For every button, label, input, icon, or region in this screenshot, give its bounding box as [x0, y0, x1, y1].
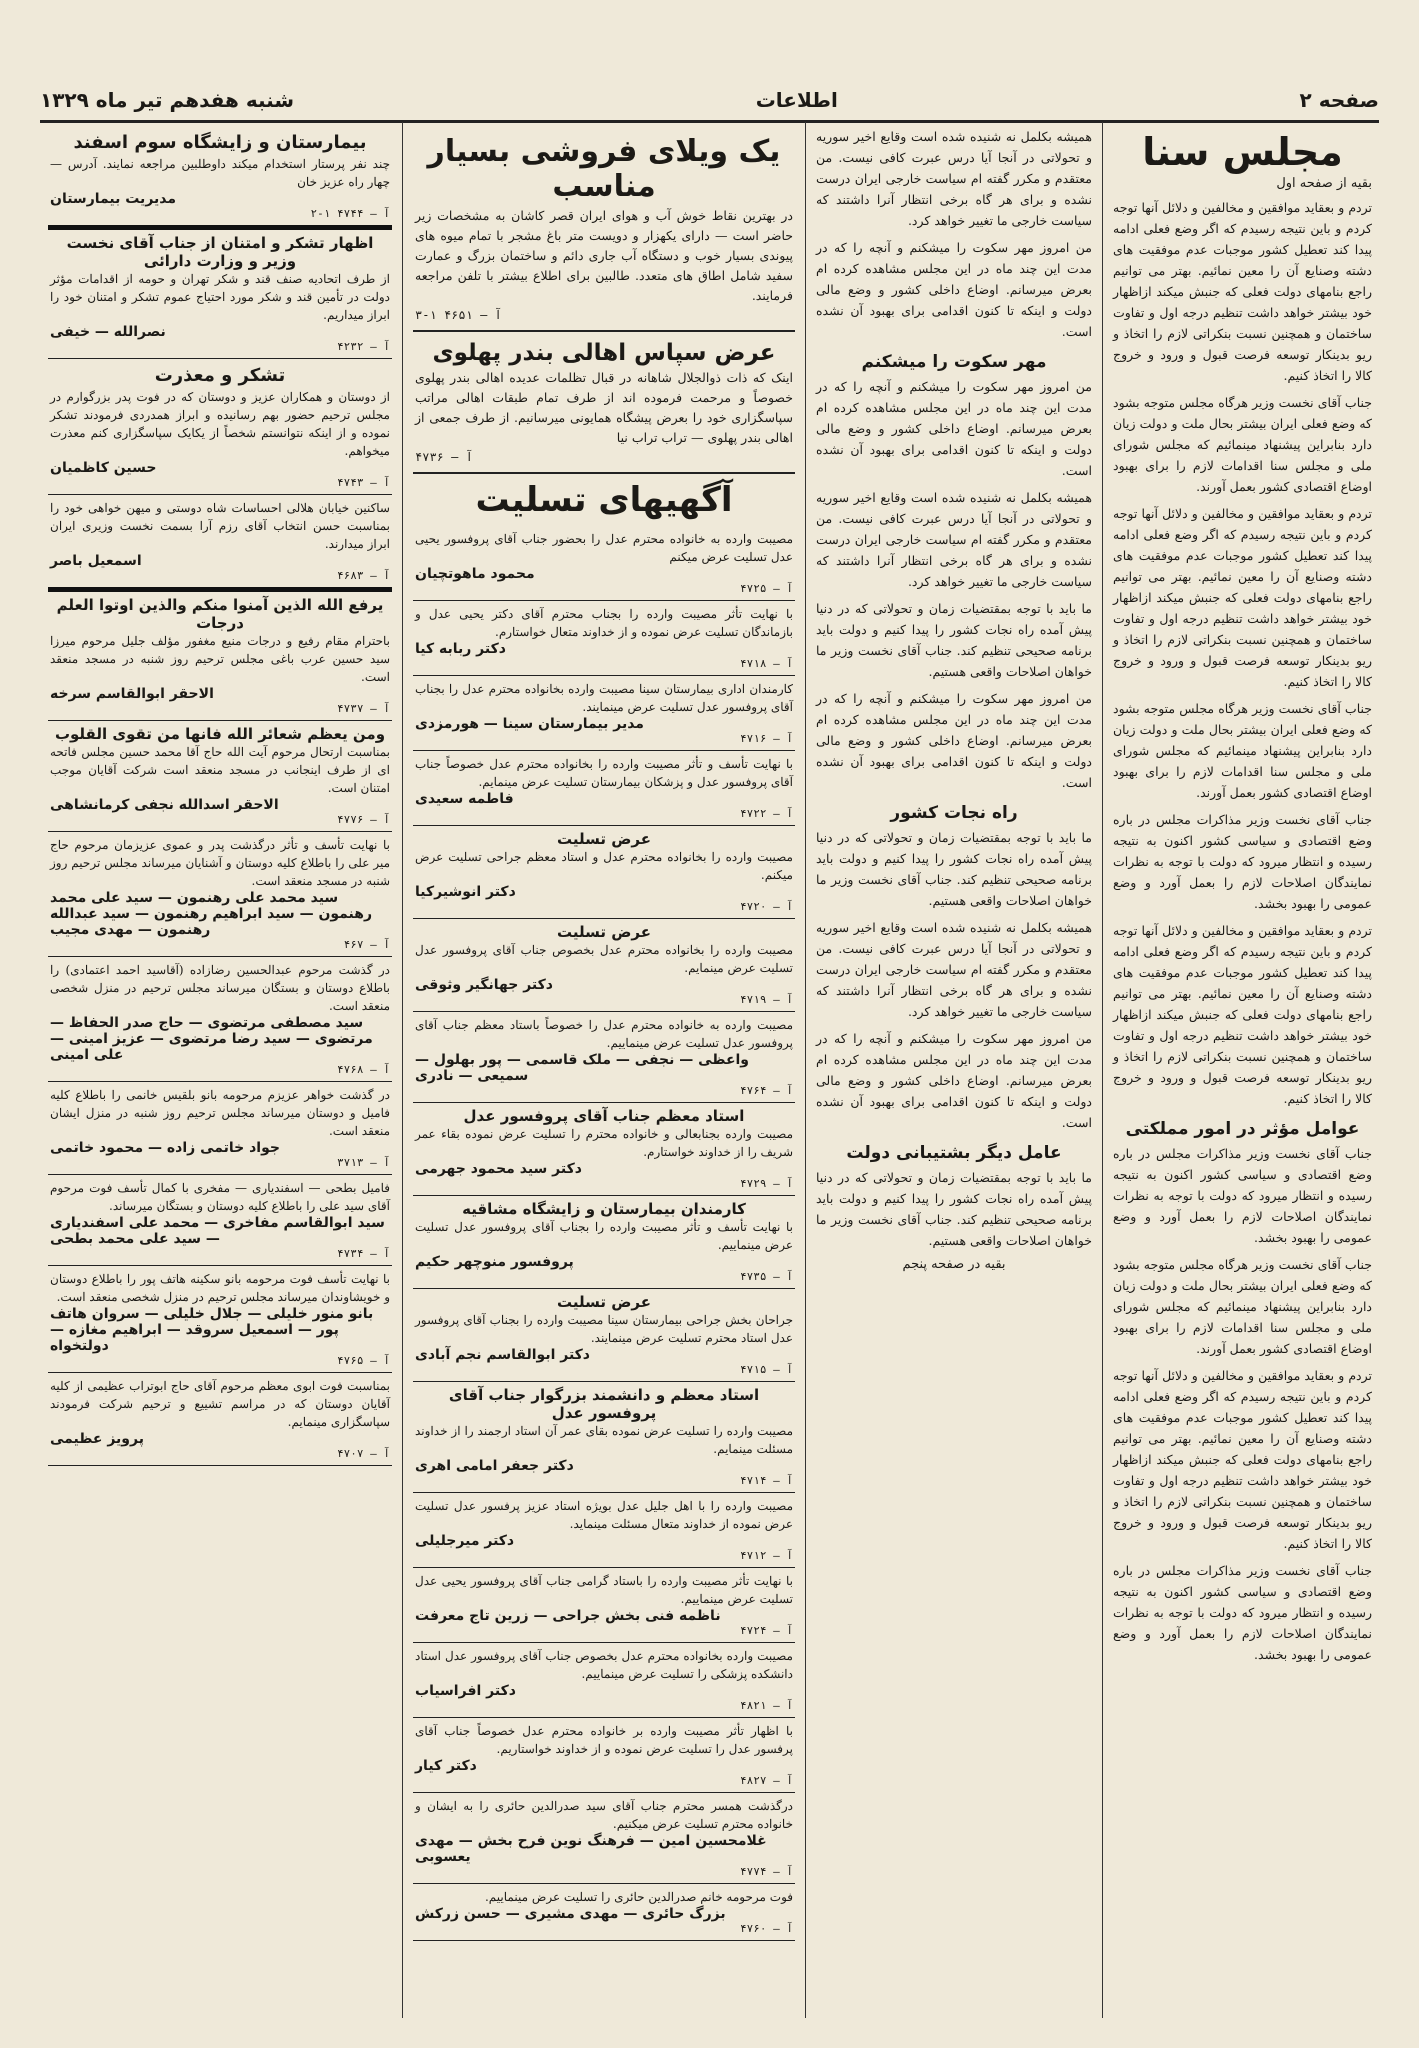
ad-body: از طرف اتحادیه صنف قند و شکر تهران و حومه از اقدامات مؤثر دولت در تأمین قند و شکر مورد احتیاج عموم تشکر و امتنان خود را ابراز میداریم.: [50, 272, 390, 322]
ad-body: در گذشت مرحوم عبدالحسین رضازاده (آقاسید احمد اعتمادی) را باطلاع دوستان و بستگان میرساند مجلس ترحیم در منزل شخصی منعقد است.: [50, 963, 390, 1013]
article-paragraph: جناب آقای نخست وزیر مذاکرات مجلس در باره وضع اقتصادی و سیاسی کشور اکنون به نتیجه رسیده و انتظار میرود که دولت با توجه به نظرات نمایندگان اصلاحات لازم را بعمل آورد و وضع عمومی را بهبود بخشد.: [1113, 1563, 1372, 1662]
ad-code: آ — ۴۶۷: [343, 938, 390, 951]
condolence-notice: [413, 1884, 795, 1941]
ad-signature: الاحقر ابوالقاسم سرخه: [50, 686, 214, 702]
notice-signature: مدیر بیمارستان سینا — هورمزدی: [415, 716, 644, 732]
notice-body: فوت مرحومه خانم صدرالدین حائری را تسلیت عرض مینماییم.: [484, 1890, 793, 1904]
notice-code: آ — ۴۷۲۴: [740, 1624, 793, 1637]
article-paragraph: ما باید با توجه بمقتضیات زمان و تحولاتی که در دنیا پیش آمده راه نجات کشور را پیدا کنیم و دولت باید برنامه صحیحی تنظیم کند. جناب آقای نخست وزیر ما خواهان اصلاحات واقعی هستیم.: [816, 830, 1092, 908]
ad-body: باحترام مقام رفیع و درجات منیع مغفور مؤلف جلیل مرحوم میرزا سید حسین عرب باغی مجلس ترحیم روز شنبه در مسجد منعقد است.: [50, 634, 390, 684]
ad-signature: حسین کاظمیان: [50, 460, 157, 476]
condolence-notice: [413, 1793, 795, 1884]
ad-code: آ — ۴۲۳۲: [337, 340, 390, 353]
ad-body: فامیل بطحی — اسفندیاری — مفخری با کمال تأسف فوت مرحوم آقای سید علی را باطلاع کلیه دوستان و بستگان میرساند.: [50, 1181, 390, 1213]
ad-code: آ — ۴۶۵۱ ۱-۳: [415, 308, 502, 322]
notice-signature: دکتر افراسیاب: [415, 1683, 516, 1699]
ad-villa: [413, 126, 795, 332]
article-paragraph: ما باید با توجه بمقتضیات زمان و تحولاتی که در دنیا پیش آمده راه نجات کشور را پیدا کنیم و دولت باید برنامه صحیحی تنظیم کند. جناب آقای نخست وزیر ما خواهان اصلاحات واقعی هستیم.: [816, 1170, 1092, 1248]
column-classifieds: [40, 122, 400, 2018]
condolence-notice: [413, 601, 795, 676]
condolence-notice: [413, 1643, 795, 1718]
notice-body: با نهایت تأثر مصیبت وارده را باستاد گرامی جناب آقای پروفسور یحیی عدل تسلیت عرض مینماییم.: [415, 1574, 793, 1606]
ad-code: آ — ۴۷۶۵: [337, 1354, 390, 1367]
notice-body: کارمندان اداری بیمارستان سینا مصیبت وارده بخانواده محترم عدل را بجناب آقای پروفسور عدل تسلیت عرض مینمایند.: [415, 682, 793, 714]
article-paragraph: جناب آقای نخست وزیر هرگاه مجلس متوجه بشود که وضع فعلی ایران بیشتر بحال ملت و دولت زیان دارد بنابراین پیشنهاد مینمائیم که مجلس شورای ملی و مجلس سنا اقدامات لازم را برای بهبود اوضاع اقتصادی کشور بعمل آورند.: [1113, 395, 1372, 494]
paper-name: اطلاعات: [755, 88, 838, 112]
notice-body: جراحان بخش جراحی بیمارستان سینا مصیبت وارده را بجناب آقای پروفسور عدل استاد محترم تسلیت عرض مینمایند.: [415, 1313, 793, 1345]
notice-code: آ — ۴۷۱۵: [740, 1363, 793, 1376]
article-paragraph: جناب آقای نخست وزیر هرگاه مجلس متوجه بشود که وضع فعلی ایران بیشتر بحال ملت و دولت زیان دارد بنابراین پیشنهاد مینمائیم که مجلس شورای ملی و مجلس سنا اقدامات لازم را برای بهبود اوضاع اقتصادی کشور بعمل آورند.: [1113, 1257, 1372, 1356]
section-heading: عوامل مؤثر در امور مملکتی: [1125, 1119, 1360, 1139]
ad-code: آ — ۴۷۶۸: [337, 1063, 390, 1076]
notice-code: آ — ۴۷۶۴: [740, 1084, 793, 1097]
article-paragraph: همیشه بکلمل نه شنیده شده است وقایع اخیر سوریه و تحولاتی در آنجا آیا درس عبرت کافی نیست. من معتقدم و مکرر گفته ام سیاست خارجی ایران درست نشده و برای هر گاه برخی انتظار آنرا داشتند که سیاست خارجی ما تغییر خواهد کرد.: [816, 920, 1092, 1019]
ad-signature: جواد خاتمی زاده — محمود خاتمی: [50, 1140, 280, 1156]
headline-senate: مجلس سنا: [1142, 130, 1343, 174]
notice-body: درگذشت همسر محترم جناب آقای سید صدرالدین حائری را به ایشان و خانواده محترم تسلیت عرض میکنیم.: [415, 1799, 793, 1831]
condolence-notice: [413, 1568, 795, 1643]
condolence-notice: [413, 826, 795, 919]
ad-title: بیمارستان و زایشگاه سوم اسفند: [73, 132, 367, 153]
article-paragraph: ما باید با توجه بمقتضیات زمان و تحولاتی که در دنیا پیش آمده راه نجات کشور را پیدا کنیم و دولت باید برنامه صحیحی تنظیم کند. جناب آقای نخست وزیر ما خواهان اصلاحات واقعی هستیم.: [816, 601, 1092, 679]
ad-memorial: [48, 592, 392, 721]
condolence-notice: [413, 751, 795, 826]
column-condolences: [405, 122, 803, 2018]
ad-title: یرفع الله الذین آمنوا منکم والذین اوتوا العلم درجات: [56, 596, 384, 632]
ad-body: از دوستان و همکاران عزیز و دوستان که در فوت پدر بزرگوارم در مجلس ترحیم حضور بهم رسانیده و ابراز همدردی فرمودند تشکر نموده و از اینکه نتوانستم شخصاً از یکایک سپاسگزاری کنم معذرت میخواهم.: [50, 390, 390, 458]
ad-thanks: [48, 1373, 392, 1466]
notice-body: با نهایت تأسف و تأثر مصیبت وارده را بخانواده محترم عدل خصوصاً جناب آقای پروفسور عدل و پزشکان بیمارستان تسلیت عرض مینمایم.: [415, 757, 793, 789]
section-heading: راه نجات کشور: [890, 803, 1018, 823]
notice-title: استاد معظم و دانشمند بزرگوار جناب آقای پروفسور عدل: [448, 1386, 760, 1422]
condolence-notice: [413, 1493, 795, 1568]
ad-body: در گذشت خواهر عزیزم مرحومه بانو بلقیس خانمی را باطلاع کلیه فامیل و دوستان میرساند مجلس ترحیم روز شنبه در منزل ایشان منعقد است.: [50, 1088, 390, 1138]
condolence-notice: [413, 1196, 795, 1289]
column-rule: [1102, 122, 1103, 2018]
ad-code: آ — ۴۶۸۳: [337, 569, 390, 582]
column-rule: [805, 122, 806, 2018]
notice-signature: دکتر میرجلیلی: [415, 1533, 515, 1549]
ad-signature: پرویز عظیمی: [50, 1431, 144, 1447]
continued-note: بقیه در صفحه پنجم: [902, 1257, 1006, 1272]
ad-memorial: [48, 721, 392, 832]
condolence-notice: [413, 1718, 795, 1793]
condolence-section-title: آگهیهای تسلیت: [475, 480, 733, 520]
ad-body: ساکنین خیابان هلالی احساسات شاه دوستی و میهن خواهی خود را بمناسبت حسن انتخاب آقای رزم آرا بسمت نخست وزیری ایران ابراز میدارند.: [50, 501, 390, 551]
notice-code: آ — ۴۷۲۵: [740, 582, 793, 595]
issue-date: شنبه هفدهم تیر ماه ۱۳۲۹: [40, 88, 294, 112]
notice-title: عرض تسلیت: [557, 923, 651, 941]
ad-title: اظهار تشکر و امتنان از جناب آقای نخست وزیر و وزارت دارائی: [66, 234, 374, 270]
ad-signature: الاحقر اسدالله نجفی کرمانشاهی: [50, 797, 279, 813]
ad-body: در بهترین نقاط خوش آب و هوای ایران قصر کاشان به مشخصات زیر حاضر است — دارای یکهزار و دویست متر باغ مشجر با تمام میوه های پیوندی بسیار خوب و دستگاه آب جاری دائم و ساختمان بزرگ و عمارت سفید شامل اطاق های متعدد. طالبین برای اطلاع بیشتر با تلفن مراجعه فرمایند.: [415, 208, 793, 303]
ad-signature: مدیریت بیمارستان: [50, 191, 177, 207]
notice-title: عرض تسلیت: [557, 830, 651, 848]
ad-title: عرض سپاس اهالی بندر پهلوی: [432, 340, 776, 366]
notice-body: مصیبت وارده بجنابعالی و خانواده محترم را تسلیت عرض نموده بقاء عمر شریف را از خداوند خواستارم.: [415, 1127, 793, 1159]
ad-body: با نهایت تأسف و تأثر درگذشت پدر و عموی عزیزمان مرحوم حاج میر علی را باطلاع کلیه دوستان و آشنایان میرساند مجلس ترحیم روز شنبه در مسجد منعقد است.: [50, 838, 390, 888]
notice-code: آ — ۴۷۲۰: [740, 900, 793, 913]
notice-signature: دکتر انوشیرکیا: [415, 884, 516, 900]
notice-body: با نهایت تأسف و تأثر مصیبت وارده را بجناب آقای پروفسور عدل تسلیت عرض مینماییم.: [415, 1220, 793, 1252]
article-paragraph: جناب آقای نخست وزیر مذاکرات مجلس در باره وضع اقتصادی و سیاسی کشور اکنون به نتیجه رسیده و انتظار میرود که دولت با توجه به نظرات نمایندگان اصلاحات لازم را بعمل آورد و وضع عمومی را بهبود بخشد.: [1113, 1146, 1372, 1245]
article-paragraph: جناب آقای نخست وزیر مذاکرات مجلس در باره وضع اقتصادی و سیاسی کشور اکنون به نتیجه رسیده و انتظار میرود که دولت با توجه به نظرات نمایندگان اصلاحات لازم را بعمل آورد و وضع عمومی را بهبود بخشد.: [1113, 812, 1372, 911]
ad-code: آ — ۴۷۳۴: [337, 1247, 390, 1260]
notice-signature: دکتر جهانگیر وثوقی: [415, 977, 553, 993]
notice-body: مصیبت وارده را تسلیت عرض نموده بقای عمر آن استاد ارجمند را از خداوند مسئلت مینمایم.: [415, 1424, 793, 1456]
notice-signature: فاطمه سعیدی: [415, 791, 514, 807]
ad-code: آ — ۴۷۳۶: [415, 450, 473, 464]
ad-signature: بانو منور خلیلی — جلال خلیلی — سروان هاتف پور — اسمعیل سروقد — ابراهیم مغازه — دولتخواه: [50, 1306, 374, 1354]
column-speech: [808, 122, 1100, 2018]
article-paragraph: من امروز مهر سکوت را میشکنم و آنچه را که در مدت این چند ماه در این مجلس مشاهده کرده ام بعرض میرسانم. اوضاع داخلی کشور و وضع مالی دولت و اینکه تا کنون اقدامی برای بهبود آن نشده است.: [816, 240, 1092, 339]
ad-thanks-pm: [48, 230, 392, 359]
notice-code: آ — ۴۷۷۴: [740, 1865, 793, 1878]
article-paragraph: تردم و بعقاید موافقین و مخالفین و دلائل آنها توجه کردم و باین نتیجه رسیدم که اگر وضع فعلی ادامه پیدا کند تعطیل کشور موجبات عدم موفقیت های دشته وصنایع آن را معین نمائیم. بهتر می توانیم راجع بنامهای دولت فعلی که جنبش میکند ازاظهار خود بیشتر خواهد داشت تنظیم درجه اول و تفاوت ساختمان و همچنین نسبت بنکراتی لازم را اتخاذ و ریو بدینکار توسعه فرصت قبول و ورود و خروج کالا را اتخاذ کنیم.: [1113, 1368, 1372, 1551]
ad-code: آ — ۴۷۳۷: [337, 702, 390, 715]
notice-signature: دکتر کیار: [415, 1758, 477, 1774]
ad-signature: سید محمد علی رهنمون — سید علی محمد رهنمون — سید ابراهیم رهنمون — سید عبدالله رهنمون — مهدی مجیب: [50, 890, 373, 938]
ad-memorial: [48, 832, 392, 957]
ad-code: آ — ۴۷۴۳: [337, 476, 390, 489]
ad-body: بمناسبت ارتحال مرحوم آیت الله حاج آقا محمد حسین مجلس فاتحه ای از طرف اینجانب در مسجد منعقد است شرکت آقایان موجب امتنان است.: [50, 745, 390, 795]
notice-code: آ — ۴۷۲۹: [740, 1177, 793, 1190]
notice-body: مصیبت وارده به خانواده محترم عدل را خصوصاً باستاد معظم جناب آقای پروفسور عدل تسلیت عرض مینماییم.: [415, 1018, 793, 1050]
notice-signature: دکتر ربابه کیا: [415, 641, 506, 657]
ad-signature: اسمعیل باصر: [50, 553, 142, 569]
ad-memorial: [48, 1082, 392, 1175]
article-paragraph: تردم و بعقاید موافقین و مخالفین و دلائل آنها توجه کردم و باین نتیجه رسیدم که اگر وضع فعلی ادامه پیدا کند تعطیل کشور موجبات عدم موفقیت های دشته وصنایع آن را معین نمائیم. بهتر می توانیم راجع بنامهای دولت فعلی که جنبش میکند ازاظهار خود بیشتر خواهد داشت تنظیم درجه اول و تفاوت ساختمان و همچنین نسبت بنکراتی لازم را اتخاذ و ریو بدینکار توسعه فرصت قبول و ورود و خروج کالا را اتخاذ کنیم.: [1113, 923, 1372, 1106]
notice-signature: محمود ماهوتچیان: [415, 566, 535, 582]
notice-signature: دکتر جعفر امامی اهری: [415, 1458, 574, 1474]
notice-code: آ — ۴۷۶۰: [740, 1922, 793, 1935]
ad-signature: نصرالله — خیفی: [50, 324, 166, 340]
article-paragraph: من امروز مهر سکوت را میشکنم و آنچه را که در مدت این چند ماه در این مجلس مشاهده کرده ام بعرض میرسانم. اوضاع داخلی کشور و وضع مالی دولت و اینکه تا کنون اقدامی برای بهبود آن نشده است.: [816, 1031, 1092, 1130]
notice-body: مصیبت وارده را بخانواده محترم عدل و استاد معظم جراحی تسلیت عرض میکنم.: [415, 850, 793, 882]
article-paragraph: من امروز مهر سکوت را میشکنم و آنچه را که در مدت این چند ماه در این مجلس مشاهده کرده ام بعرض میرسانم. اوضاع داخلی کشور و وضع مالی دولت و اینکه تا کنون اقدامی برای بهبود آن نشده است.: [816, 691, 1092, 790]
notice-code: آ — ۴۷۱۴: [740, 1474, 793, 1487]
notice-title: کارمندان بیمارستان و زایشگاه مشاقیه: [462, 1200, 746, 1218]
notice-signature: بزرگ حائری — مهدی مشیری — حسن زرکش: [415, 1906, 726, 1922]
ad-body: چند نفر پرستار استخدام میکند داوطلبین مراجعه نمایند. آدرس — چهار راه عزیز خان: [50, 157, 390, 189]
ad-code: آ — ۳۷۱۳: [337, 1156, 390, 1169]
notice-code: آ — ۴۷۱۲: [740, 1549, 793, 1562]
notice-body: مصیبت وارده بخانواده محترم عدل بخصوص جناب آقای پروفسور عدل استاد دانشکده پزشکی را تسلیت عرض مینماییم.: [415, 1649, 793, 1681]
notice-signature: واعظی — نجفی — ملک قاسمی — پور بهلول — سمیعی — نادری: [415, 1052, 750, 1084]
article-paragraph: همیشه بکلمل نه شنیده شده است وقایع اخیر سوریه و تحولاتی در آنجا آیا درس عبرت کافی نیست. من معتقدم و مکرر گفته ام سیاست خارجی ایران درست نشده و برای هر گاه برخی انتظار آنرا داشتند که سیاست خارجی ما تغییر خواهد کرد.: [816, 129, 1092, 228]
ad-code: آ — ۴۷۰۷: [337, 1447, 390, 1460]
ad-title: یک ویلای فروشی بسیار مناسب: [427, 134, 781, 204]
section-heading: عامل دیگر بشتیبانی دولت: [846, 1143, 1062, 1163]
notice-signature: دکتر ابوالقاسم نجم آبادی: [415, 1347, 590, 1363]
notice-body: با اظهار تأثر مصیبت وارده بر خانواده محترم عدل خصوصاً جناب آقای پرفسور عدل را تسلیت عرض نموده و از خداوند خواستاریم.: [415, 1724, 793, 1756]
article-paragraph: همیشه بکلمل نه شنیده شده است وقایع اخیر سوریه و تحولاتی در آنجا آیا درس عبرت کافی نیست. من معتقدم و مکرر گفته ام سیاست خارجی ایران درست نشده و برای هر گاه برخی انتظار آنرا داشتند که سیاست خارجی ما تغییر خواهد کرد.: [816, 490, 1092, 589]
notice-code: آ — ۴۸۲۷: [740, 1774, 793, 1787]
notice-code: آ — ۴۸۲۱: [740, 1699, 793, 1712]
notice-signature: غلامحسین امین — فرهنگ نوین فرح بخش — مهدی یعسوبی: [415, 1833, 767, 1865]
ad-memorial: [48, 1175, 392, 1266]
ad-signature: سید ابوالقاسم مفاخری — محمد علی اسفندیاری — سید علی محمد بطحی: [50, 1215, 385, 1247]
condolence-notice: [413, 1012, 795, 1103]
notice-code: آ — ۴۷۱۹: [740, 993, 793, 1006]
condolence-notice: [413, 1289, 795, 1382]
ad-code: آ — ۴۷۴۴ ۱-۲: [310, 207, 390, 220]
article-paragraph: من امروز مهر سکوت را میشکنم و آنچه را که در مدت این چند ماه در این مجلس مشاهده کرده ام بعرض میرسانم. اوضاع داخلی کشور و وضع مالی دولت و اینکه تا کنون اقدامی برای بهبود آن نشده است.: [816, 379, 1092, 478]
notice-body: مصیبت وارده به خانواده محترم عدل را بحضور جناب آقای پروفسور یحیی عدل تسلیت عرض میکنم: [415, 532, 793, 564]
ad-title: تشکر و معذرت: [154, 365, 286, 386]
ad-hospital: [48, 126, 392, 230]
notice-code: آ — ۴۷۱۸: [740, 657, 793, 670]
article-paragraph: تردم و بعقاید موافقین و مخالفین و دلائل آنها توجه کردم و باین نتیجه رسیدم که اگر وضع فعلی ادامه پیدا کند تعطیل کشور موجبات عدم موفقیت های دشته وصنایع آن را معین نمائیم. بهتر می توانیم راجع بنامهای دولت فعلی که جنبش میکند ازاظهار خود بیشتر خواهد داشت تنظیم درجه اول و تفاوت ساختمان و همچنین نسبت بنکراتی لازم را اتخاذ و ریو بدینکار توسعه فرصت قبول و ورود و خروج کالا را اتخاذ کنیم.: [1113, 506, 1372, 689]
notice-body: مصیبت وارده را بخانواده محترم عدل بخصوص جناب آقای پروفسور عدل تسلیت عرض مینمایم.: [415, 943, 793, 975]
ad-memorial: [48, 1266, 392, 1373]
page-number: صفحه ۲: [1299, 88, 1379, 112]
ad-code: آ — ۴۷۷۶: [337, 813, 390, 826]
section-heading: مهر سکوت را میشکنم: [861, 352, 1047, 372]
notice-title: عرض تسلیت: [557, 1293, 651, 1311]
notice-code: آ — ۴۷۲۲: [740, 807, 793, 820]
continued-note: بقیه از صفحه اول: [1276, 176, 1372, 191]
masthead: [40, 80, 1379, 123]
ad-body: اینک که ذات ذوالجلال شاهانه در قبال تظلمات عدیده اهالی بندر پهلوی خصوصاً و مرحمت فرموده اند از طرف تمام طبقات اهالی مراتب سپاسگزاری خود را بعرض پیشگاه همایونی میرسانیم. از طرف جمعی از اهالی بندر پهلوی — تراب تراب نیا: [415, 370, 793, 445]
ad-signature: سید مصطفی مرتضوی — حاج صدر الحفاظ — مرتضوی — سید رضا مرتضوی — عزیز امینی — علی امینی: [50, 1015, 373, 1063]
notice-signature: دکتر سید محمود جهرمی: [415, 1161, 582, 1177]
article-paragraph: تردم و بعقاید موافقین و مخالفین و دلائل آنها توجه کردم و باین نتیجه رسیدم که اگر وضع فعلی ادامه پیدا کند تعطیل کشور موجبات عدم موفقیت های دشته وصنایع آن را معین نمائیم. بهتر می توانیم راجع بنامهای دولت فعلی که جنبش میکند ازاظهار خود بیشتر خواهد داشت تنظیم درجه اول و تفاوت ساختمان و همچنین نسبت بنکراتی لازم را اتخاذ و ریو بدینکار توسعه فرصت قبول و ورود و خروج کالا را اتخاذ کنیم.: [1113, 200, 1372, 383]
column-senate: [1105, 122, 1380, 2018]
ad-residents: [48, 495, 392, 592]
condolence-notice: [413, 1103, 795, 1196]
article-paragraph: جناب آقای نخست وزیر هرگاه مجلس متوجه بشود که وضع فعلی ایران بیشتر بحال ملت و دولت زیان دارد بنابراین پیشنهاد مینمائیم که مجلس شورای ملی و مجلس سنا اقدامات لازم را برای بهبود اوضاع اقتصادی کشور بعمل آورند.: [1113, 701, 1372, 800]
notice-code: آ — ۴۷۳۵: [740, 1270, 793, 1283]
notice-signature: ناظمه فنی بخش جراحی — زرین تاج معرفت: [415, 1608, 721, 1624]
ad-body: بمناسبت فوت ابوی معظم مرحوم آقای حاج ابوتراب عظیمی از کلیه آقایان دوستان که در مراسم تشییع و ترحیم شرکت فرمودند سپاسگزاری مینمایم.: [50, 1379, 390, 1429]
notice-body: مصیبت وارده را با اهل جلیل عدل بویژه استاد عزیز پرفسور عدل تسلیت عرض نموده از خداوند متعال مسئلت مینماید.: [415, 1499, 793, 1531]
notice-title: استاد معظم جناب آقای پروفسور عدل: [463, 1107, 745, 1125]
ad-body: با نهایت تأسف فوت مرحومه بانو سکینه هاتف پور را باطلاع دوستان و خویشاوندان میرساند مجلس ترحیم در منزل شخصی منعقد است.: [50, 1272, 390, 1304]
column-rule: [402, 122, 403, 2018]
condolence-notice: [413, 676, 795, 751]
condolence-notice: [413, 526, 795, 601]
notice-code: آ — ۴۷۱۶: [740, 732, 793, 745]
ad-memorial: [48, 957, 392, 1082]
notice-signature: پروفسور منوچهر حکیم: [415, 1254, 574, 1270]
notice-body: با نهایت تأثر مصیبت وارده را بجناب محترم آقای دکتر یحیی عدل و بازماندگان تسلیت عرض نموده و از خداوند متعال خواستارم.: [415, 607, 793, 639]
condolence-notice: [413, 1382, 795, 1493]
ad-title: ومن یعظم شعائر الله فانها من تقوی القلوب: [54, 725, 386, 743]
ad-thanks-apology: [48, 359, 392, 495]
ad-gratitude: [413, 332, 795, 474]
condolence-notice: [413, 919, 795, 1012]
